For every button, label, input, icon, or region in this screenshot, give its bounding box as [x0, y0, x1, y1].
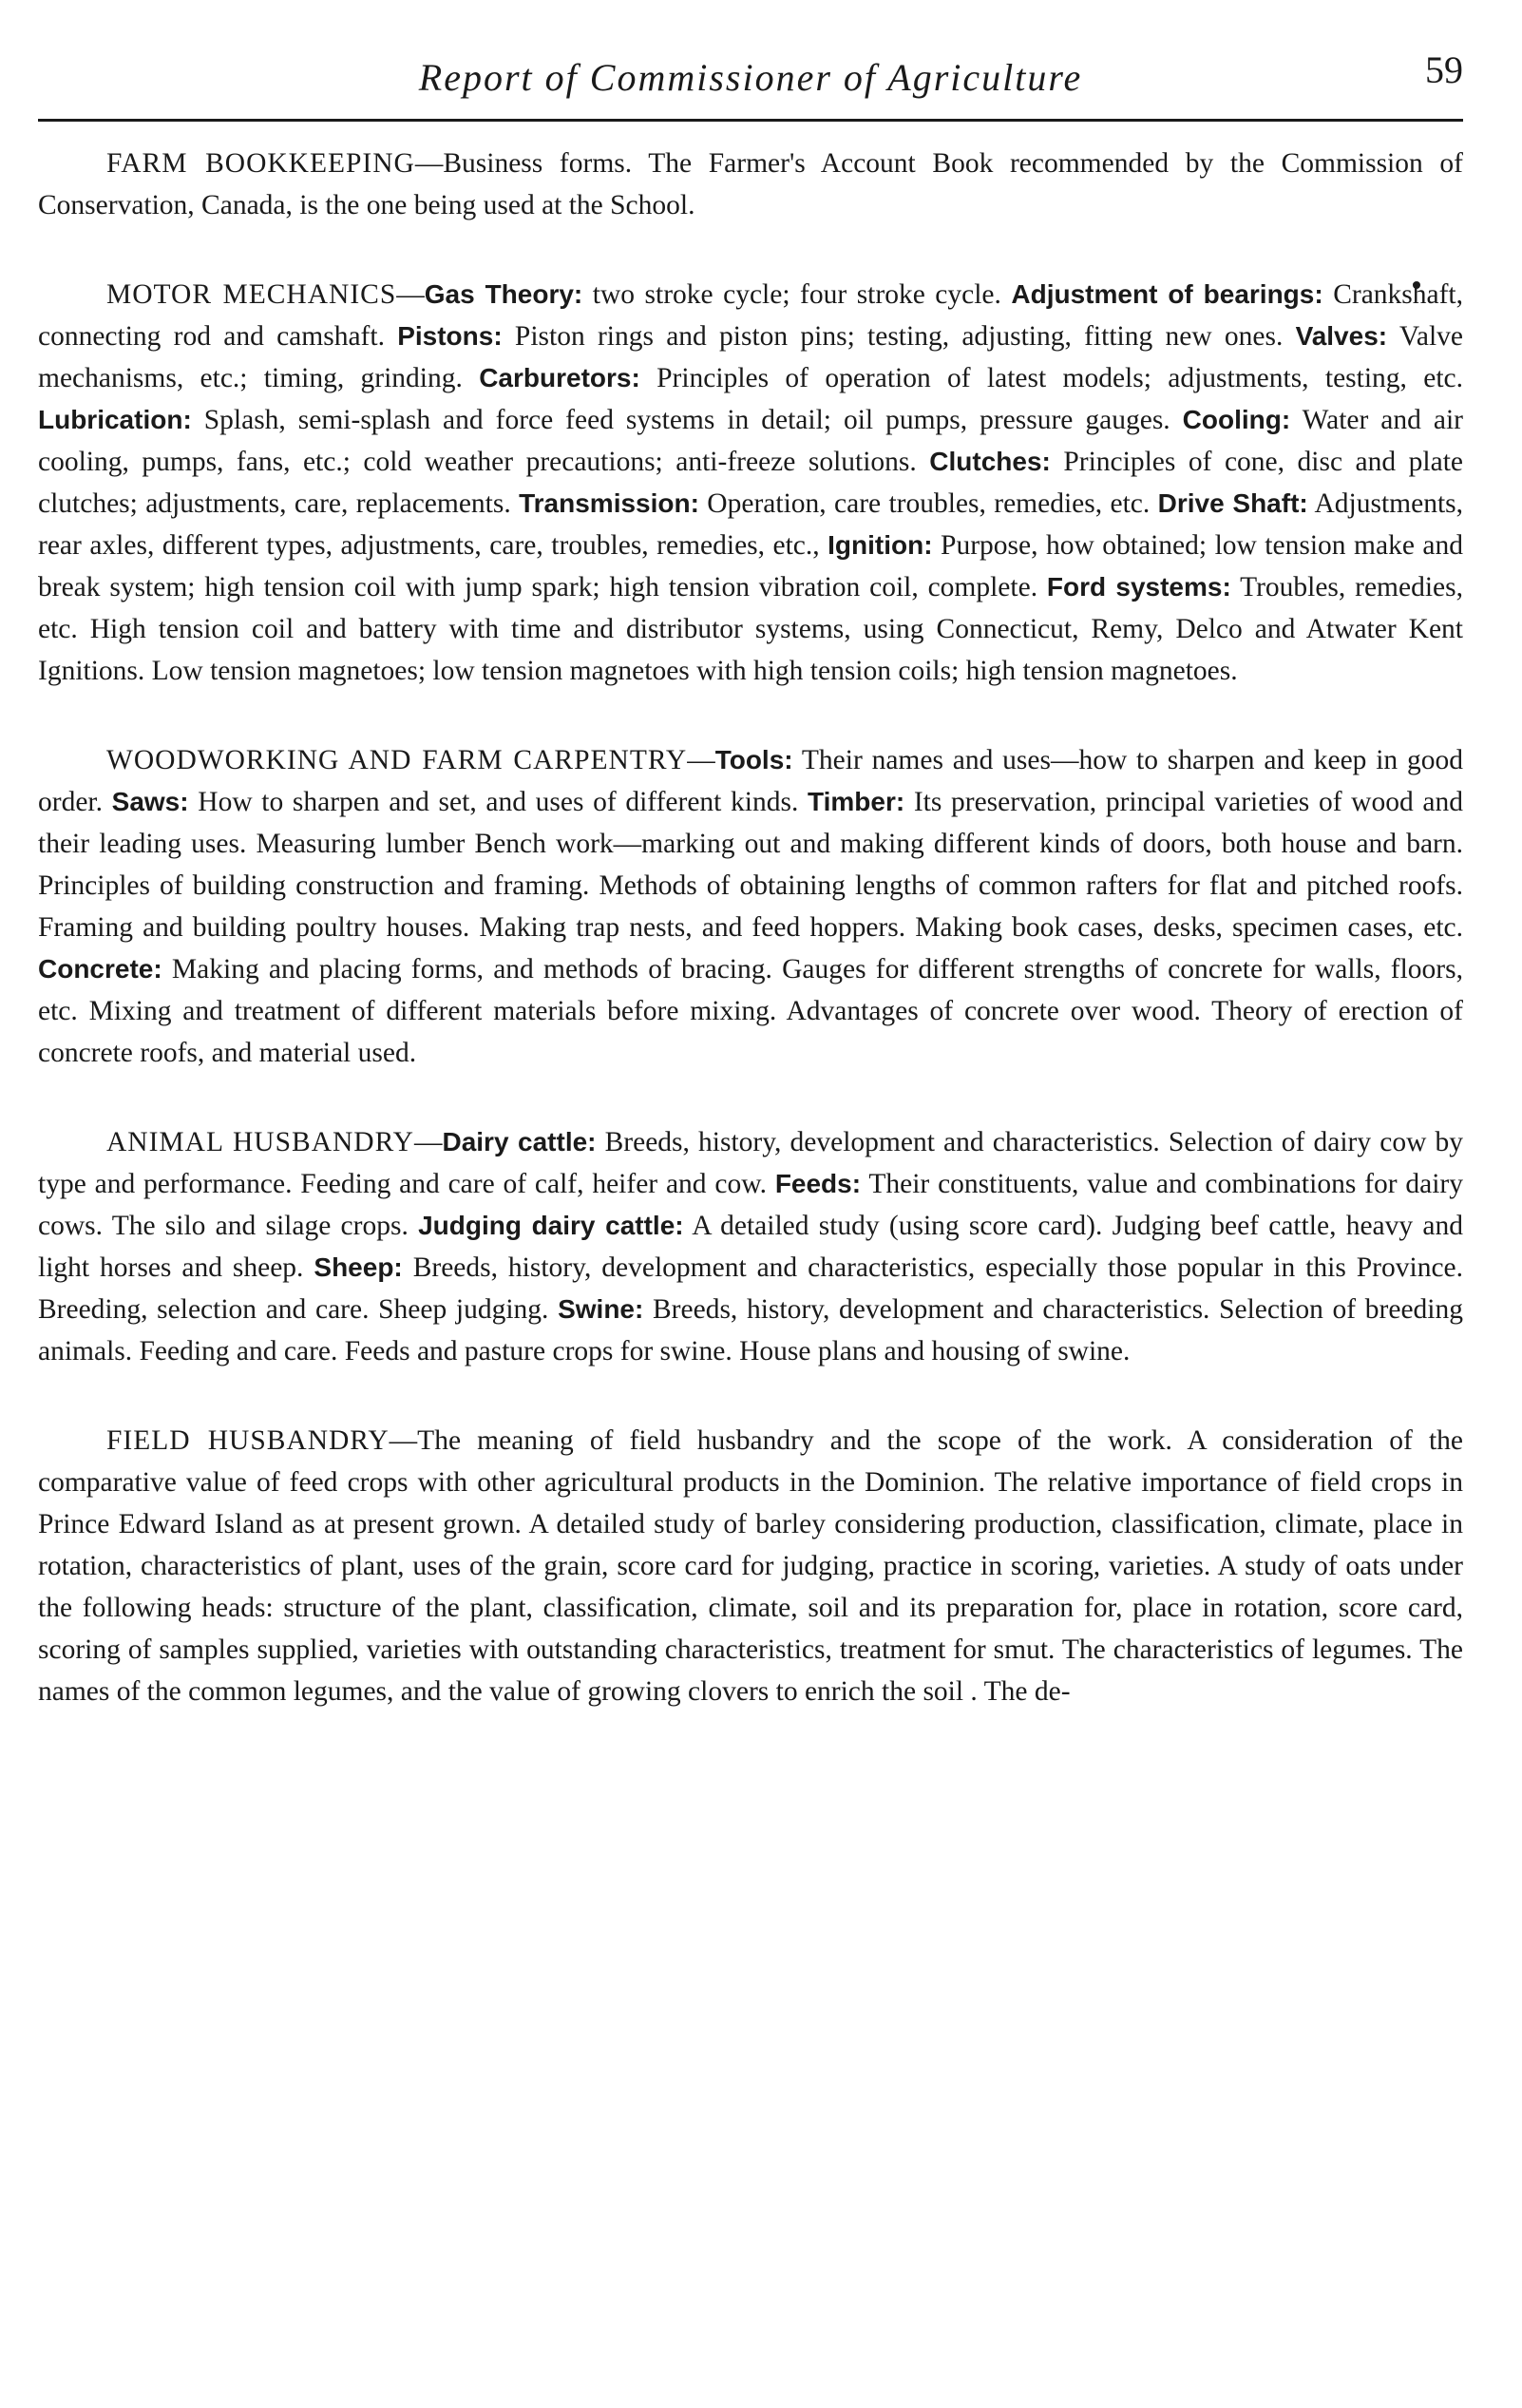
text-run: — [413, 1127, 443, 1157]
text-run: — [687, 745, 715, 775]
paragraph-text [38, 279, 1463, 686]
paragraph-heading: ANIMAL HUSBANDRY [106, 1127, 414, 1157]
text-run: —Business forms. The Farmer's Account Book recommended by the Commission of Conservation, Canada, is the one being used at the School. [38, 148, 1463, 220]
text-run: Their names and uses—how to sharpen and keep in good order. [38, 745, 1463, 817]
topic-keyword: Carburetors: [479, 363, 640, 392]
text-run: Operation, care troubles, remedies, etc. [698, 488, 1158, 519]
topic-keyword: Timber: [808, 787, 905, 816]
text-run: Breeds, history, development and characteristics. Selection of breeding animals. Feeding and care. Feeds and pasture crops for swine. House plans and housing of swine. [38, 1294, 1464, 1366]
text-run: Adjustments, rear axles, different types, adjustments, care, troubles, remedies, etc., [38, 488, 1463, 561]
text-run: A detailed study (using score card). Judging beef cattle, heavy and light horses and sheep. [38, 1211, 1463, 1283]
page-header [38, 48, 1463, 122]
paragraph-heading: FARM BOOKKEEPING [106, 148, 415, 179]
topic-keyword: Concrete: [38, 954, 162, 984]
text-run: Purpose, how obtained; low tension make and break system; high tension coil with jump spark; high tension vibration coil, complete. [38, 530, 1463, 602]
topic-keyword: Valves: [1295, 321, 1388, 351]
paragraph-text [38, 1127, 1463, 1366]
body-text [38, 143, 1463, 1760]
text-run: — [396, 279, 425, 310]
running-head: Report of Commissioner of Agriculture [418, 56, 1083, 99]
paragraph-motor-mechanics [38, 274, 1463, 692]
text-run: Their constituents, value and combinations for dairy cows. The silo and silage crops. [38, 1169, 1463, 1241]
topic-keyword: Judging dairy cattle: [418, 1211, 684, 1240]
text-run: two stroke cycle; four stroke cycle. [582, 279, 1012, 310]
text-run: Splash, semi-splash and force feed systems in detail; oil pumps, pressure gauges. [191, 405, 1183, 435]
topic-keyword: Saws: [111, 787, 189, 816]
header-rule [38, 119, 1463, 122]
topic-keyword: Ford systems: [1046, 572, 1231, 602]
text-run: Principles of cone, disc and plate clutches; adjustments, care, replacements. [38, 447, 1463, 519]
topic-keyword: Transmission: [519, 488, 699, 518]
paragraph-animal-husbandry [38, 1121, 1463, 1372]
text-run: Water and air cooling, pumps, fans, etc.; cold weather precautions; anti-freeze solutions. [38, 405, 1463, 477]
text-run: Its preservation, principal varieties of wood and their leading uses. Measuring lumber Bench work—marking out and making different kinds of doors, both house and barn. Principles of building construction and framing. Methods of obtaining lengths of common rafters for flat and pitched roofs. Framing and building poultry houses. Making trap nests, and feed hoppers. Making book cases, desks, specimen cases, etc. [38, 787, 1463, 943]
text-run: Piston rings and piston pins; testing, adjusting, fitting new ones. [502, 321, 1296, 352]
paragraph-farm-bookkeeping [38, 143, 1463, 226]
paragraph-field-husbandry [38, 1420, 1463, 1712]
text-run: Making and placing forms, and methods of bracing. Gauges for different strengths of concrete for walls, floors, etc. Mixing and treatment of different materials before mixing. Advantages of concrete over wood. Theory of erection of concrete roofs, and material used. [38, 954, 1463, 1068]
text-run: How to sharpen and set, and uses of different kinds. [188, 787, 808, 817]
paragraph-heading: FIELD HUSBANDRY [106, 1425, 390, 1456]
topic-keyword: Drive Shaft: [1157, 488, 1308, 518]
topic-keyword: Tools: [714, 745, 793, 774]
paragraph-heading: MOTOR MECHANICS [106, 279, 397, 310]
topic-keyword: Swine: [558, 1294, 644, 1324]
page-number: 59 [1425, 48, 1463, 91]
text-run: Troubles, remedies, etc. High tension coil and battery with time and distributor systems, using Connecticut, Remy, Delco and Atwater Kent Ignitions. Low tension magnetoes; low tension magnetoes with high tension coils; high tension magnetoes. [38, 572, 1463, 686]
topic-keyword: Pistons: [397, 321, 503, 351]
topic-keyword: Feeds: [774, 1169, 862, 1198]
text-run: Valve mechanisms, etc.; timing, grinding. [38, 321, 1463, 393]
text-run: Breeds, history, development and characteristics, especially those popular in this Province. Breeding, selection and care. Sheep judging. [38, 1252, 1464, 1325]
paragraph-text [38, 1425, 1463, 1707]
topic-keyword: Sheep: [314, 1252, 403, 1282]
paragraph-heading: WOODWORKING AND FARM CARPENTRY [106, 745, 688, 775]
topic-keyword: Lubrication: [38, 405, 192, 434]
topic-keyword: Clutches: [929, 447, 1051, 476]
text-run: Crankshaft, connecting rod and camshaft. [38, 279, 1464, 352]
topic-keyword: Adjustment of bearings: [1011, 279, 1323, 309]
topic-keyword: Dairy cattle: [442, 1127, 597, 1156]
topic-keyword: Ignition: [828, 530, 933, 560]
topic-keyword: Cooling: [1182, 405, 1291, 434]
paragraph-woodworking [38, 739, 1463, 1074]
text-run: —The meaning of field husbandry and the scope of the work. A consideration of the comparative value of feed crops with other agricultural products in the Dominion. The relative importance of field crops in Prince Edward Island as at present grown. A detailed study of barley considering production, classification, climate, place in rotation, characteristics of plant, uses of the grain, score card for judging, practice in scoring, varieties. A study of oats under the following heads: structure of the plant, classification, climate, soil and its preparation for, place in rotation, score card, scoring of samples supplied, varieties with outstanding characteristics, treatment for smut. The characteristics of legumes. The names of the common legumes, and the value of growing clovers to enrich the soil . The de- [38, 1425, 1463, 1707]
paragraph-text [38, 745, 1463, 1068]
topic-keyword: Gas Theory: [424, 279, 583, 309]
text-run: Principles of operation of latest models; adjustments, testing, etc. [639, 363, 1463, 393]
text-run: Breeds, history, development and characteristics. Selection of dairy cow by type and performance. Feeding and care of calf, heifer and cow. [38, 1127, 1463, 1199]
